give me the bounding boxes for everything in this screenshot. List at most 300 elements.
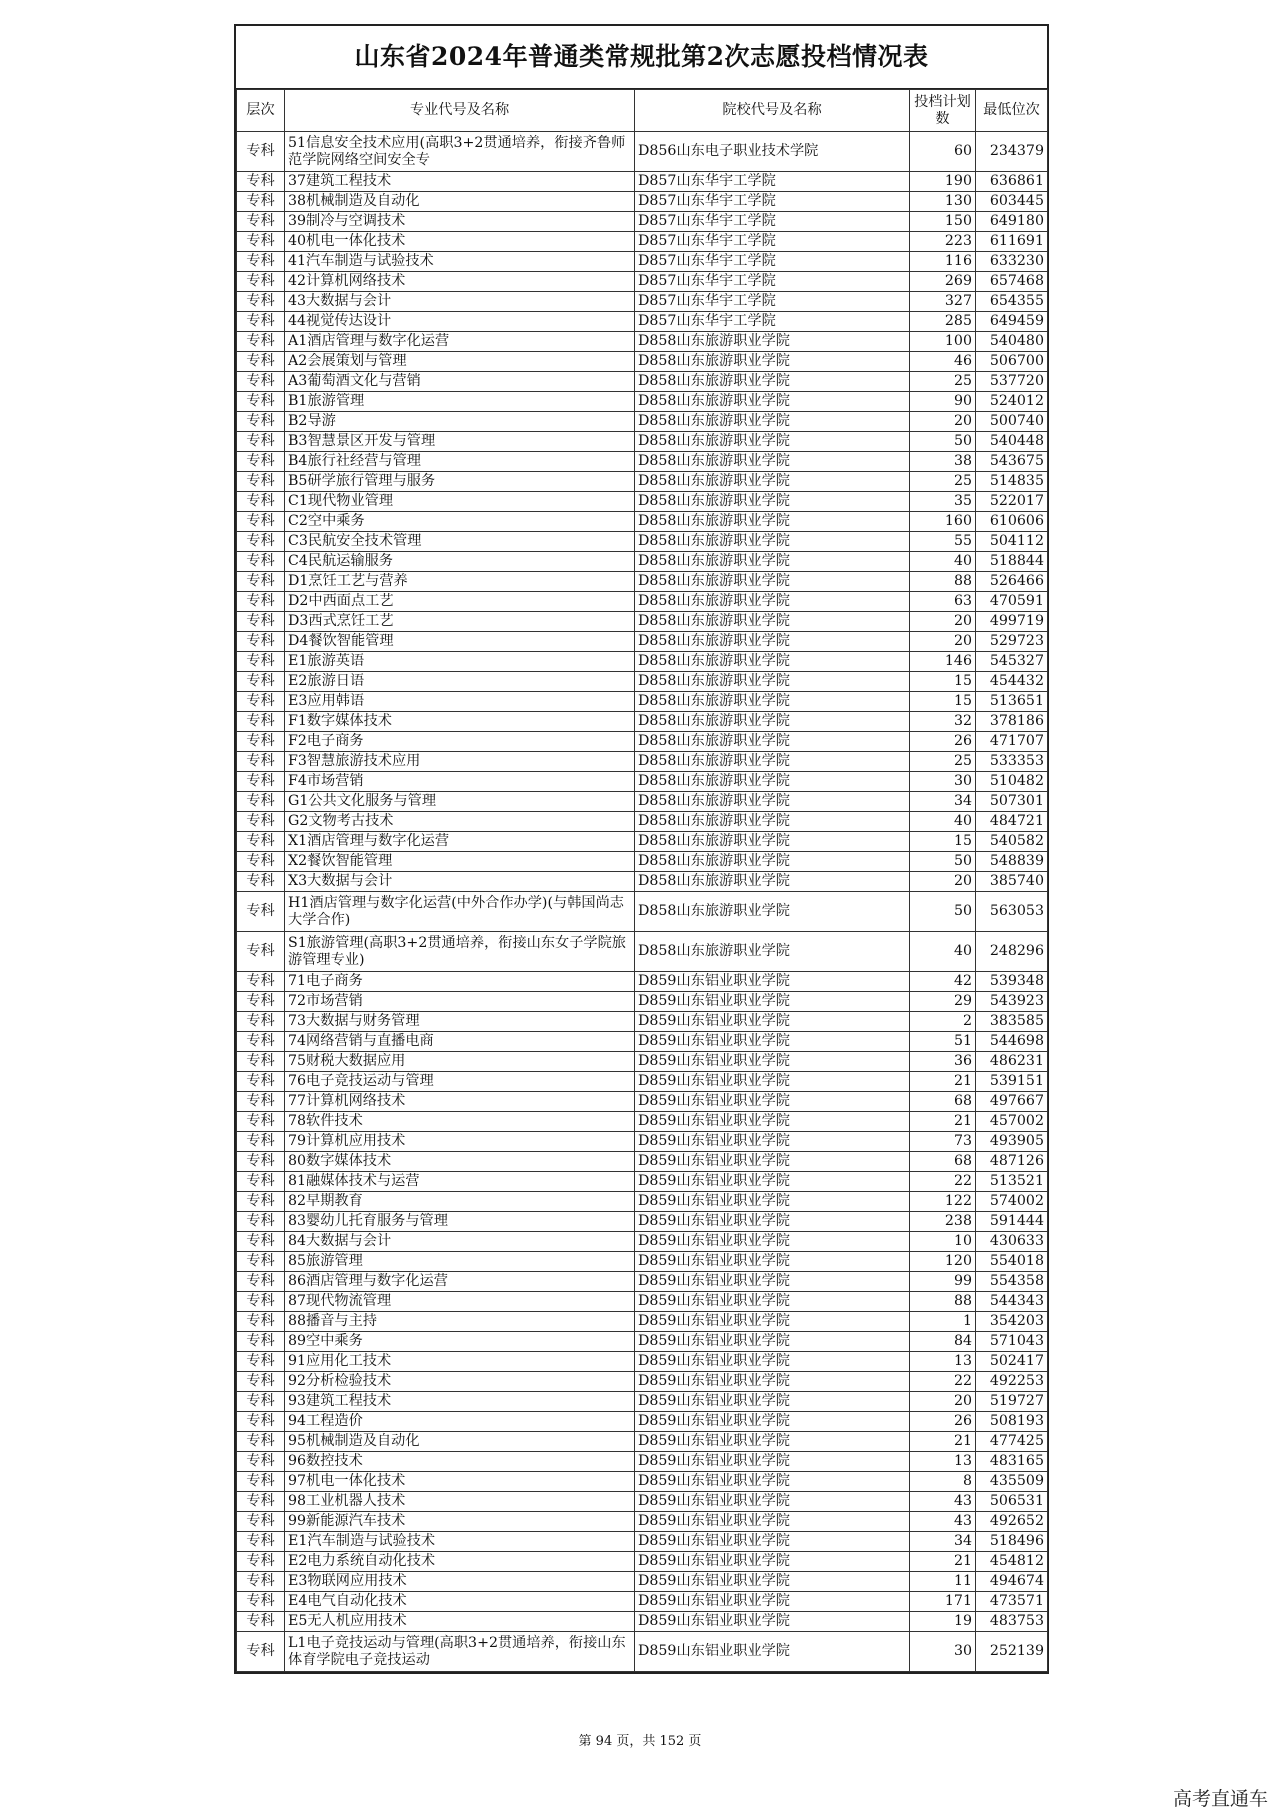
level-cell: 专科 <box>237 752 285 772</box>
table-row <box>237 1332 1048 1352</box>
school-cell: D859山东铝业职业学院 <box>635 1272 910 1292</box>
plan-count-cell: 120 <box>910 1252 976 1272</box>
level-cell: 专科 <box>237 1572 285 1592</box>
level-cell: 专科 <box>237 572 285 592</box>
school-cell: D858山东旅游职业学院 <box>635 632 910 652</box>
school-cell: D859山东铝业职业学院 <box>635 1392 910 1412</box>
min-rank-cell: 518496 <box>976 1532 1048 1552</box>
level-cell: 专科 <box>237 1592 285 1612</box>
level-cell: 专科 <box>237 1292 285 1312</box>
table-row <box>237 1132 1048 1152</box>
major-cell: E1旅游英语 <box>285 652 635 672</box>
plan-count-cell: 50 <box>910 432 976 452</box>
major-cell: L1电子竞技运动与管理(高职3+2贯通培养，衔接山东体育学院电子竞技运动 <box>285 1632 635 1672</box>
school-cell: D858山东旅游职业学院 <box>635 872 910 892</box>
school-cell: D858山东旅游职业学院 <box>635 812 910 832</box>
table-row <box>237 812 1048 832</box>
min-rank-cell: 514835 <box>976 472 1048 492</box>
major-cell: 51信息安全技术应用(高职3+2贯通培养，衔接齐鲁师范学院网络空间安全专 <box>285 132 635 172</box>
level-cell: 专科 <box>237 1432 285 1452</box>
watermark: 高考直通车 <box>1172 1788 1268 1810</box>
min-rank-cell: 571043 <box>976 1332 1048 1352</box>
major-cell: 88播音与主持 <box>285 1312 635 1332</box>
plan-count-cell: 269 <box>910 272 976 292</box>
table-row <box>237 1392 1048 1412</box>
school-cell: D858山东旅游职业学院 <box>635 612 910 632</box>
table-row <box>237 312 1048 332</box>
min-rank-cell: 354203 <box>976 1312 1048 1332</box>
major-cell: 99新能源汽车技术 <box>285 1512 635 1532</box>
major-cell: E5无人机应用技术 <box>285 1612 635 1632</box>
level-cell: 专科 <box>237 1072 285 1092</box>
plan-count-cell: 8 <box>910 1472 976 1492</box>
major-cell: 87现代物流管理 <box>285 1292 635 1312</box>
major-cell: 89空中乘务 <box>285 1332 635 1352</box>
level-cell: 专科 <box>237 1392 285 1412</box>
level-cell: 专科 <box>237 412 285 432</box>
major-cell: D3西式烹饪工艺 <box>285 612 635 632</box>
plan-count-cell: 42 <box>910 972 976 992</box>
plan-count-cell: 26 <box>910 1412 976 1432</box>
table-row <box>237 932 1048 972</box>
level-cell: 专科 <box>237 552 285 572</box>
major-cell: 72市场营销 <box>285 992 635 1012</box>
level-cell: 专科 <box>237 1332 285 1352</box>
level-cell: 专科 <box>237 1312 285 1332</box>
table-row <box>237 1032 1048 1052</box>
min-rank-cell: 492253 <box>976 1372 1048 1392</box>
table-row <box>237 1272 1048 1292</box>
major-cell: D1烹饪工艺与营养 <box>285 572 635 592</box>
table-body <box>237 132 1048 1672</box>
level-cell: 专科 <box>237 1372 285 1392</box>
school-cell: D859山东铝业职业学院 <box>635 1072 910 1092</box>
table-row <box>237 532 1048 552</box>
school-cell: D858山东旅游职业学院 <box>635 492 910 512</box>
plan-count-cell: 63 <box>910 592 976 612</box>
min-rank-cell: 539348 <box>976 972 1048 992</box>
min-rank-cell: 497667 <box>976 1092 1048 1112</box>
level-cell: 专科 <box>237 192 285 212</box>
major-cell: 94工程造价 <box>285 1412 635 1432</box>
school-cell: D858山东旅游职业学院 <box>635 852 910 872</box>
min-rank-cell: 529723 <box>976 632 1048 652</box>
plan-count-cell: 32 <box>910 712 976 732</box>
major-cell: F1数字媒体技术 <box>285 712 635 732</box>
table-row <box>237 432 1048 452</box>
table-row <box>237 992 1048 1012</box>
major-cell: C2空中乘务 <box>285 512 635 532</box>
table-row <box>237 1172 1048 1192</box>
min-rank-cell: 533353 <box>976 752 1048 772</box>
major-cell: 97机电一体化技术 <box>285 1472 635 1492</box>
table-row <box>237 172 1048 192</box>
major-cell: 73大数据与财务管理 <box>285 1012 635 1032</box>
plan-count-cell: 43 <box>910 1512 976 1532</box>
school-cell: D858山东旅游职业学院 <box>635 452 910 472</box>
table-row <box>237 352 1048 372</box>
level-cell: 专科 <box>237 1212 285 1232</box>
level-cell: 专科 <box>237 452 285 472</box>
level-cell: 专科 <box>237 1172 285 1192</box>
major-cell: S1旅游管理(高职3+2贯通培养，衔接山东女子学院旅游管理专业) <box>285 932 635 972</box>
plan-count-cell: 25 <box>910 752 976 772</box>
level-cell: 专科 <box>237 612 285 632</box>
table-row <box>237 1212 1048 1232</box>
major-cell: 95机械制造及自动化 <box>285 1432 635 1452</box>
table-row <box>237 1372 1048 1392</box>
plan-count-cell: 19 <box>910 1612 976 1632</box>
school-cell: D859山东铝业职业学院 <box>635 972 910 992</box>
level-cell: 专科 <box>237 692 285 712</box>
school-cell: D858山东旅游职业学院 <box>635 832 910 852</box>
major-cell: 71电子商务 <box>285 972 635 992</box>
school-cell: D859山东铝业职业学院 <box>635 1452 910 1472</box>
level-cell: 专科 <box>237 852 285 872</box>
major-cell: 40机电一体化技术 <box>285 232 635 252</box>
plan-count-cell: 68 <box>910 1152 976 1172</box>
level-cell: 专科 <box>237 372 285 392</box>
level-cell: 专科 <box>237 872 285 892</box>
min-rank-cell: 506531 <box>976 1492 1048 1512</box>
school-cell: D859山东铝业职业学院 <box>635 1372 910 1392</box>
plan-count-cell: 21 <box>910 1072 976 1092</box>
level-cell: 专科 <box>237 632 285 652</box>
plan-count-cell: 21 <box>910 1112 976 1132</box>
level-cell: 专科 <box>237 1152 285 1172</box>
level-cell: 专科 <box>237 1032 285 1052</box>
min-rank-cell: 545327 <box>976 652 1048 672</box>
level-cell: 专科 <box>237 1232 285 1252</box>
level-cell: 专科 <box>237 132 285 172</box>
school-cell: D857山东华宇工学院 <box>635 232 910 252</box>
plan-count-cell: 50 <box>910 892 976 932</box>
level-cell: 专科 <box>237 652 285 672</box>
min-rank-cell: 499719 <box>976 612 1048 632</box>
min-rank-cell: 513521 <box>976 1172 1048 1192</box>
level-cell: 专科 <box>237 812 285 832</box>
level-cell: 专科 <box>237 932 285 972</box>
major-cell: E4电气自动化技术 <box>285 1592 635 1612</box>
school-cell: D859山东铝业职业学院 <box>635 1492 910 1512</box>
level-cell: 专科 <box>237 592 285 612</box>
school-cell: D858山东旅游职业学院 <box>635 412 910 432</box>
school-cell: D858山东旅游职业学院 <box>635 572 910 592</box>
school-cell: D858山东旅游职业学院 <box>635 672 910 692</box>
school-cell: D858山东旅游职业学院 <box>635 752 910 772</box>
min-rank-cell: 513651 <box>976 692 1048 712</box>
major-cell: X1酒店管理与数字化运营 <box>285 832 635 852</box>
plan-count-cell: 43 <box>910 1492 976 1512</box>
plan-count-cell: 36 <box>910 1052 976 1072</box>
major-cell: B3智慧景区开发与管理 <box>285 432 635 452</box>
level-cell: 专科 <box>237 352 285 372</box>
school-cell: D857山东华宇工学院 <box>635 172 910 192</box>
plan-count-cell: 11 <box>910 1572 976 1592</box>
table-row <box>237 832 1048 852</box>
min-rank-cell: 610606 <box>976 512 1048 532</box>
plan-count-cell: 35 <box>910 492 976 512</box>
major-cell: X2餐饮智能管理 <box>285 852 635 872</box>
min-rank-cell: 540480 <box>976 332 1048 352</box>
major-cell: 83婴幼儿托育服务与管理 <box>285 1212 635 1232</box>
min-rank-cell: 508193 <box>976 1412 1048 1432</box>
plan-count-cell: 116 <box>910 252 976 272</box>
plan-count-cell: 22 <box>910 1172 976 1192</box>
page-footer: 第 94 页，共 152 页 <box>578 1734 702 1749</box>
min-rank-cell: 435509 <box>976 1472 1048 1492</box>
min-rank-cell: 457002 <box>976 1112 1048 1132</box>
table-row <box>237 512 1048 532</box>
plan-count-cell: 73 <box>910 1132 976 1152</box>
level-cell: 专科 <box>237 392 285 412</box>
school-cell: D857山东华宇工学院 <box>635 252 910 272</box>
plan-count-cell: 20 <box>910 632 976 652</box>
plan-count-cell: 160 <box>910 512 976 532</box>
level-cell: 专科 <box>237 532 285 552</box>
plan-count-cell: 88 <box>910 572 976 592</box>
min-rank-cell: 383585 <box>976 1012 1048 1032</box>
school-cell: D859山东铝业职业学院 <box>635 1252 910 1272</box>
min-rank-cell: 611691 <box>976 232 1048 252</box>
level-cell: 专科 <box>237 1512 285 1532</box>
school-cell: D859山东铝业职业学院 <box>635 1152 910 1172</box>
major-cell: B5研学旅行管理与服务 <box>285 472 635 492</box>
table-row <box>237 472 1048 492</box>
min-rank-cell: 554358 <box>976 1272 1048 1292</box>
table-row <box>237 232 1048 252</box>
table-row <box>237 1112 1048 1132</box>
level-cell: 专科 <box>237 212 285 232</box>
plan-count-cell: 25 <box>910 472 976 492</box>
min-rank-cell: 486231 <box>976 1052 1048 1072</box>
level-cell: 专科 <box>237 892 285 932</box>
school-cell: D858山东旅游职业学院 <box>635 892 910 932</box>
table-row <box>237 452 1048 472</box>
min-rank-cell: 591444 <box>976 1212 1048 1232</box>
min-rank-cell: 510482 <box>976 772 1048 792</box>
school-cell: D857山东华宇工学院 <box>635 212 910 232</box>
table-row <box>237 492 1048 512</box>
table-row <box>237 392 1048 412</box>
major-cell: B1旅游管理 <box>285 392 635 412</box>
major-cell: X3大数据与会计 <box>285 872 635 892</box>
major-cell: 42计算机网络技术 <box>285 272 635 292</box>
school-cell: D858山东旅游职业学院 <box>635 652 910 672</box>
major-cell: 74网络营销与直播电商 <box>285 1032 635 1052</box>
level-cell: 专科 <box>237 1492 285 1512</box>
level-cell: 专科 <box>237 1472 285 1492</box>
school-cell: D858山东旅游职业学院 <box>635 692 910 712</box>
plan-count-cell: 150 <box>910 212 976 232</box>
school-cell: D859山东铝业职业学院 <box>635 1632 910 1672</box>
plan-count-cell: 50 <box>910 852 976 872</box>
school-cell: D858山东旅游职业学院 <box>635 512 910 532</box>
school-cell: D859山东铝业职业学院 <box>635 1552 910 1572</box>
school-cell: D859山东铝业职业学院 <box>635 1592 910 1612</box>
school-cell: D858山东旅游职业学院 <box>635 712 910 732</box>
table-row <box>237 1572 1048 1592</box>
plan-count-cell: 30 <box>910 772 976 792</box>
school-cell: D857山东华宇工学院 <box>635 192 910 212</box>
major-cell: 37建筑工程技术 <box>285 172 635 192</box>
school-cell: D858山东旅游职业学院 <box>635 392 910 412</box>
school-cell: D858山东旅游职业学院 <box>635 552 910 572</box>
plan-count-cell: 46 <box>910 352 976 372</box>
school-cell: D858山东旅游职业学院 <box>635 772 910 792</box>
min-rank-cell: 543675 <box>976 452 1048 472</box>
school-cell: D859山东铝业职业学院 <box>635 1512 910 1532</box>
school-cell: D859山东铝业职业学院 <box>635 1412 910 1432</box>
school-cell: D858山东旅游职业学院 <box>635 732 910 752</box>
table-row <box>237 1592 1048 1612</box>
table-header-row <box>237 90 1048 132</box>
table-row <box>237 1012 1048 1032</box>
school-cell: D857山东华宇工学院 <box>635 272 910 292</box>
school-cell: D858山东旅游职业学院 <box>635 352 910 372</box>
major-cell: 92分析检验技术 <box>285 1372 635 1392</box>
plan-count-cell: 55 <box>910 532 976 552</box>
plan-count-cell: 2 <box>910 1012 976 1032</box>
plan-count-cell: 238 <box>910 1212 976 1232</box>
school-cell: D859山东铝业职业学院 <box>635 1052 910 1072</box>
header-min-rank: 最低位次 <box>976 90 1048 132</box>
level-cell: 专科 <box>237 252 285 272</box>
school-cell: D858山东旅游职业学院 <box>635 332 910 352</box>
table-row <box>237 772 1048 792</box>
major-cell: 93建筑工程技术 <box>285 1392 635 1412</box>
min-rank-cell: 522017 <box>976 492 1048 512</box>
min-rank-cell: 506700 <box>976 352 1048 372</box>
table-row <box>237 1192 1048 1212</box>
school-cell: D859山东铝业职业学院 <box>635 1472 910 1492</box>
level-cell: 专科 <box>237 1352 285 1372</box>
school-cell: D859山东铝业职业学院 <box>635 1232 910 1252</box>
table-row <box>237 332 1048 352</box>
level-cell: 专科 <box>237 472 285 492</box>
min-rank-cell: 473571 <box>976 1592 1048 1612</box>
major-cell: 43大数据与会计 <box>285 292 635 312</box>
level-cell: 专科 <box>237 1252 285 1272</box>
table-row <box>237 272 1048 292</box>
major-cell: 75财税大数据应用 <box>285 1052 635 1072</box>
table-row <box>237 1512 1048 1532</box>
table-row <box>237 1152 1048 1172</box>
min-rank-cell: 507301 <box>976 792 1048 812</box>
plan-count-cell: 20 <box>910 612 976 632</box>
school-cell: D859山东铝业职业学院 <box>635 1092 910 1112</box>
level-cell: 专科 <box>237 832 285 852</box>
school-cell: D857山东华宇工学院 <box>635 292 910 312</box>
plan-count-cell: 40 <box>910 932 976 972</box>
major-cell: H1酒店管理与数字化运营(中外合作办学)(与韩国尚志大学合作) <box>285 892 635 932</box>
major-cell: 78软件技术 <box>285 1112 635 1132</box>
table-row <box>237 132 1048 172</box>
table-row <box>237 1412 1048 1432</box>
major-cell: 80数字媒体技术 <box>285 1152 635 1172</box>
min-rank-cell: 494674 <box>976 1572 1048 1592</box>
level-cell: 专科 <box>237 332 285 352</box>
major-cell: B4旅行社经营与管理 <box>285 452 635 472</box>
table-row <box>237 972 1048 992</box>
min-rank-cell: 252139 <box>976 1632 1048 1672</box>
plan-count-cell: 20 <box>910 1392 976 1412</box>
plan-count-cell: 1 <box>910 1312 976 1332</box>
table-row <box>237 1612 1048 1632</box>
table-row <box>237 1632 1048 1672</box>
min-rank-cell: 483165 <box>976 1452 1048 1472</box>
plan-count-cell: 10 <box>910 1232 976 1252</box>
plan-count-cell: 29 <box>910 992 976 1012</box>
min-rank-cell: 554018 <box>976 1252 1048 1272</box>
level-cell: 专科 <box>237 672 285 692</box>
min-rank-cell: 385740 <box>976 872 1048 892</box>
major-cell: D4餐饮智能管理 <box>285 632 635 652</box>
min-rank-cell: 502417 <box>976 1352 1048 1372</box>
table-row <box>237 592 1048 612</box>
school-cell: D858山东旅游职业学院 <box>635 592 910 612</box>
plan-count-cell: 15 <box>910 672 976 692</box>
plan-count-cell: 100 <box>910 332 976 352</box>
table-row <box>237 732 1048 752</box>
major-cell: 44视觉传达设计 <box>285 312 635 332</box>
table-row <box>237 1052 1048 1072</box>
major-cell: 84大数据与会计 <box>285 1232 635 1252</box>
min-rank-cell: 649459 <box>976 312 1048 332</box>
school-cell: D857山东华宇工学院 <box>635 312 910 332</box>
header-level: 层次 <box>237 90 285 132</box>
min-rank-cell: 504112 <box>976 532 1048 552</box>
level-cell: 专科 <box>237 1092 285 1112</box>
table-row <box>237 1292 1048 1312</box>
table-row <box>237 752 1048 772</box>
min-rank-cell: 454432 <box>976 672 1048 692</box>
table-row <box>237 412 1048 432</box>
min-rank-cell: 654355 <box>976 292 1048 312</box>
plan-count-cell: 20 <box>910 412 976 432</box>
level-cell: 专科 <box>237 732 285 752</box>
school-cell: D859山东铝业职业学院 <box>635 1112 910 1132</box>
level-cell: 专科 <box>237 272 285 292</box>
plan-count-cell: 15 <box>910 832 976 852</box>
plan-count-cell: 60 <box>910 132 976 172</box>
plan-count-cell: 34 <box>910 1532 976 1552</box>
level-cell: 专科 <box>237 712 285 732</box>
header-plan-count: 投档计划数 <box>910 90 976 132</box>
table-row <box>237 1252 1048 1272</box>
min-rank-cell: 493905 <box>976 1132 1048 1152</box>
school-cell: D859山东铝业职业学院 <box>635 1352 910 1372</box>
major-cell: E2旅游日语 <box>285 672 635 692</box>
min-rank-cell: 483753 <box>976 1612 1048 1632</box>
table-row <box>237 1432 1048 1452</box>
min-rank-cell: 470591 <box>976 592 1048 612</box>
major-cell: A3葡萄酒文化与营销 <box>285 372 635 392</box>
table-row <box>237 192 1048 212</box>
table-row <box>237 1352 1048 1372</box>
plan-count-cell: 40 <box>910 812 976 832</box>
min-rank-cell: 540582 <box>976 832 1048 852</box>
school-cell: D858山东旅游职业学院 <box>635 432 910 452</box>
major-cell: G2文物考古技术 <box>285 812 635 832</box>
level-cell: 专科 <box>237 1532 285 1552</box>
min-rank-cell: 540448 <box>976 432 1048 452</box>
plan-count-cell: 30 <box>910 1632 976 1672</box>
school-cell: D858山东旅游职业学院 <box>635 932 910 972</box>
major-cell: 39制冷与空调技术 <box>285 212 635 232</box>
level-cell: 专科 <box>237 432 285 452</box>
min-rank-cell: 454812 <box>976 1552 1048 1572</box>
